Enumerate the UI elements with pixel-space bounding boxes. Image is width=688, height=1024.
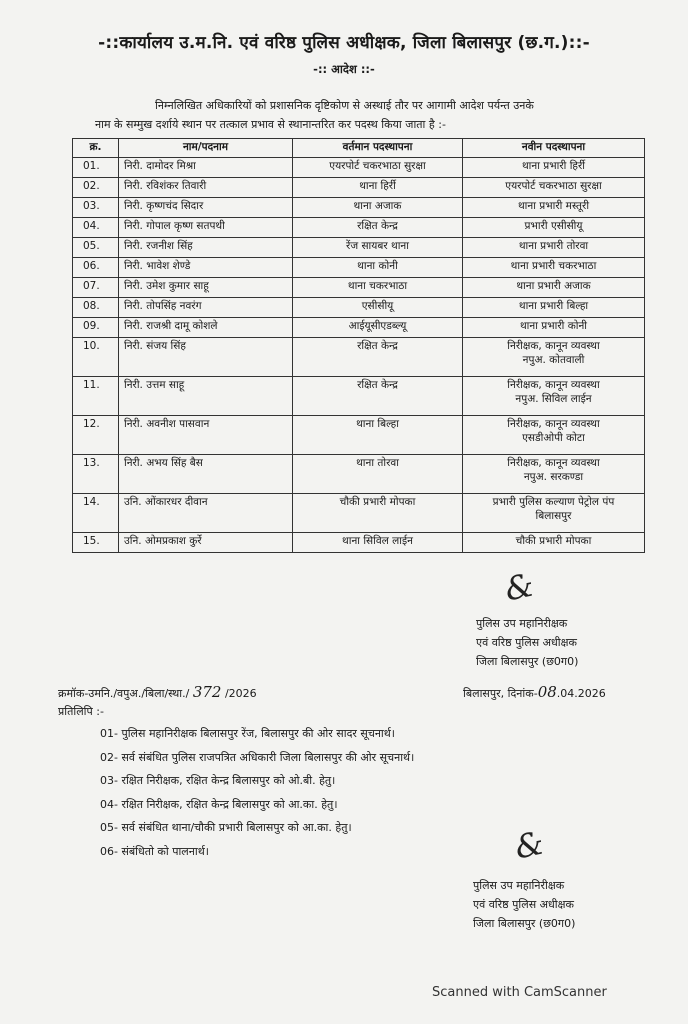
list-item: 05- सर्व संबंधित थाना/चौकी प्रभारी बिलासपुर को आ.का. हेतु।: [100, 821, 352, 834]
cell-current-posting: थाना बिल्हा: [293, 416, 463, 455]
new-posting-line-1: थाना प्रभारी बिल्हा: [518, 300, 589, 312]
cell-name: निरी. दामोदर मिश्रा: [119, 158, 293, 178]
cell-name: निरी. उमेश कुमार साहू: [119, 278, 293, 298]
cell-sn: 09.: [73, 318, 119, 338]
signatory-district: जिला बिलासपुर (छ0ग0): [476, 655, 579, 668]
table-row: [73, 455, 645, 494]
new-posting-line-1: चौकी प्रभारी मोपका: [515, 535, 592, 547]
cell-current-posting: रक्षित केन्द्र: [293, 377, 463, 416]
cell-new-posting: [463, 258, 645, 278]
copy-to-label: प्रतिलिपि :-: [58, 705, 104, 718]
table-row: [73, 377, 645, 416]
cell-new-posting: [463, 338, 645, 377]
cell-current-posting: थाना तोरवा: [293, 455, 463, 494]
cell-new-posting: [463, 278, 645, 298]
cell-sn: 15.: [73, 533, 119, 553]
cell-sn: 12.: [73, 416, 119, 455]
cell-current-posting: थाना चकरभाठा: [293, 278, 463, 298]
cell-sn: 07.: [73, 278, 119, 298]
cell-name: उनि. ओमप्रकाश कुर्रे: [119, 533, 293, 553]
cell-name: निरी. राजश्री दामू कोशले: [119, 318, 293, 338]
table-row: [73, 238, 645, 258]
table-row: [73, 494, 645, 533]
new-posting-line-2: नपुअ. कोतवाली: [522, 354, 585, 366]
new-posting-line-1: निरीक्षक, कानून व्यवस्था: [507, 457, 600, 469]
cell-name: निरी. कृष्णचंद सिदार: [119, 198, 293, 218]
list-item: 01- पुलिस महानिरीक्षक बिलासपुर रेंज, बिलासपुर की ओर सादर सूचनार्थ।: [100, 727, 395, 740]
order-intro: [95, 96, 635, 134]
cell-name: निरी. संजय सिंह: [119, 338, 293, 377]
cell-new-posting: [463, 198, 645, 218]
cell-name: निरी. अवनीश पासवान: [119, 416, 293, 455]
cell-current-posting: रक्षित केन्द्र: [293, 218, 463, 238]
reference-suffix: /2026: [224, 687, 257, 700]
new-posting-line-1: थाना प्रभारी अजाक: [516, 280, 591, 292]
date-rest: .04.2026: [556, 687, 606, 700]
new-posting-line-1: थाना प्रभारी तोरवा: [518, 240, 589, 252]
new-posting-line-1: निरीक्षक, कानून व्यवस्था: [507, 379, 600, 391]
list-item: 06- संबंधितो को पालनार्थ।: [100, 844, 209, 858]
table-row: [73, 198, 645, 218]
cell-sn: 02.: [73, 178, 119, 198]
signatory-designation-2: एवं वरिष्ठ पुलिस अधीक्षक: [476, 636, 577, 649]
signature-block-2: [473, 876, 575, 933]
cell-current-posting: एयरपोर्ट चकरभाठा सुरक्षा: [293, 158, 463, 178]
cell-sn: 10.: [73, 338, 119, 377]
cell-new-posting: [463, 455, 645, 494]
cell-name: निरी. अभय सिंह बैस: [119, 455, 293, 494]
cell-sn: 13.: [73, 455, 119, 494]
order-reference-number: [58, 683, 257, 701]
cell-name: उनि. ओंकारधर दीवान: [119, 494, 293, 533]
cell-new-posting: [463, 238, 645, 258]
cell-new-posting: [463, 318, 645, 338]
cell-new-posting: [463, 377, 645, 416]
table-header-row: [73, 139, 645, 158]
signatory-district: जिला बिलासपुर (छ0ग0): [473, 917, 576, 930]
cell-name: निरी. उत्तम साहू: [119, 377, 293, 416]
new-posting-line-1: निरीक्षक, कानून व्यवस्था: [507, 340, 600, 352]
signatory-designation: पुलिस उप महानिरीक्षक: [473, 879, 565, 892]
list-item: 02- सर्व संबंधित पुलिस राजपत्रित अधिकारी जिला बिलासपुर की ओर सूचनार्थ।: [100, 750, 415, 764]
new-posting-line-2: बिलासपुर: [535, 510, 572, 522]
cell-new-posting: [463, 178, 645, 198]
office-title: -::कार्यालय उ.म.नि. एवं वरिष्ठ पुलिस अधीक्षक, जिला बिलासपुर (छ.ग.)::-: [98, 33, 590, 53]
intro-line-2: नाम के सम्मुख दर्शाये स्थान पर तत्काल प्रभाव से स्थानान्तरित कर पदस्थ किया जाता है :-: [95, 118, 446, 131]
cell-new-posting: [463, 494, 645, 533]
cell-sn: 06.: [73, 258, 119, 278]
new-posting-line-1: प्रभारी पुलिस कल्याण पेट्रोल पंप: [492, 496, 615, 508]
cell-name: निरी. तोपसिंह नवरंग: [119, 298, 293, 318]
signatory-designation-2: एवं वरिष्ठ पुलिस अधीक्षक: [473, 898, 574, 911]
place-date-label: बिलासपुर, दिनांक-: [463, 687, 538, 700]
col-header-name: नाम/पदनाम: [119, 139, 293, 158]
cell-current-posting: एसीसीयू: [293, 298, 463, 318]
table-row: [73, 318, 645, 338]
col-header-new-posting: नवीन पदस्थापना: [463, 139, 645, 158]
cell-current-posting: चौकी प्रभारी मोपका: [293, 494, 463, 533]
cell-sn: 05.: [73, 238, 119, 258]
new-posting-line-1: निरीक्षक, कानून व्यवस्था: [507, 418, 600, 430]
cell-new-posting: [463, 533, 645, 553]
col-header-sn: क्र.: [73, 139, 119, 158]
new-posting-line-1: एयरपोर्ट चकरभाठा सुरक्षा: [505, 180, 602, 192]
table-row: [73, 178, 645, 198]
list-item: 03- रक्षित निरीक्षक, रक्षित केन्द्र बिलासपुर को ओ.बी. हेतु।: [100, 774, 336, 787]
cell-new-posting: [463, 416, 645, 455]
cell-current-posting: थाना सिविल लाईन: [293, 533, 463, 553]
table-row: [73, 218, 645, 238]
cell-sn: 11.: [73, 377, 119, 416]
new-posting-line-1: थाना प्रभारी मस्तूरी: [517, 200, 590, 212]
cell-current-posting: आईयूसीएडब्ल्यू: [293, 318, 463, 338]
signature-mark-1: &: [501, 565, 538, 609]
cell-new-posting: [463, 298, 645, 318]
cell-new-posting: [463, 218, 645, 238]
table-row: [73, 278, 645, 298]
cell-name: निरी. गोपाल कृष्ण सतपथी: [119, 218, 293, 238]
signatory-designation: पुलिस उप महानिरीक्षक: [476, 617, 568, 630]
cell-sn: 14.: [73, 494, 119, 533]
cell-current-posting: थाना हिर्री: [293, 178, 463, 198]
cell-new-posting: [463, 158, 645, 178]
table-row: [73, 258, 645, 278]
table-row: [73, 298, 645, 318]
reference-number-handwritten: 372: [192, 683, 222, 701]
cell-name: निरी. भावेश शेण्डे: [119, 258, 293, 278]
table-row: [73, 338, 645, 377]
new-posting-line-2: नपुअ. सिविल लाईन: [515, 393, 592, 405]
signature-block-1: [476, 614, 578, 671]
cell-name: निरी. रजनीश सिंह: [119, 238, 293, 258]
table-row: [73, 416, 645, 455]
new-posting-line-1: थाना प्रभारी हिर्री: [521, 160, 586, 172]
new-posting-line-2: एसडीओपी कोटा: [522, 432, 585, 444]
copy-to-list: [100, 722, 414, 863]
cell-current-posting: थाना अजाक: [293, 198, 463, 218]
new-posting-line-1: थाना प्रभारी कोनी: [519, 320, 588, 332]
order-heading: -:: आदेश ::-: [313, 62, 375, 76]
table-row: [73, 533, 645, 553]
transfer-table: [72, 138, 645, 553]
list-item: 04- रक्षित निरीक्षक, रक्षित केन्द्र बिलासपुर को आ.का. हेतु।: [100, 797, 338, 811]
new-posting-line-1: प्रभारी एसीसीयू: [524, 220, 583, 232]
cell-sn: 01.: [73, 158, 119, 178]
date-day-handwritten: 08: [537, 683, 557, 701]
intro-line-1: निम्नलिखित अधिकारियों को प्रशासनिक दृष्टिकोण से अस्थाई तौर पर आगामी आदेश पर्यन्त उनके: [155, 99, 534, 112]
cell-sn: 08.: [73, 298, 119, 318]
cell-current-posting: रक्षित केन्द्र: [293, 338, 463, 377]
scanner-watermark: Scanned with CamScanner: [432, 985, 607, 1000]
table-row: [73, 158, 645, 178]
cell-current-posting: थाना कोनी: [293, 258, 463, 278]
new-posting-line-1: थाना प्रभारी चकरभाठा: [510, 260, 597, 272]
new-posting-line-2: नपुअ. सरकण्डा: [523, 471, 584, 483]
reference-prefix: क्रमॉक-उमनि./वपुअ./बिला/स्था./: [58, 687, 190, 700]
cell-name: निरी. रविशंकर तिवारी: [119, 178, 293, 198]
order-place-date: [463, 683, 606, 701]
signature-mark-2: &: [511, 823, 548, 867]
col-header-current-posting: वर्तमान पदस्थापना: [293, 139, 463, 158]
cell-sn: 03.: [73, 198, 119, 218]
cell-current-posting: रेंज सायबर थाना: [293, 238, 463, 258]
cell-sn: 04.: [73, 218, 119, 238]
